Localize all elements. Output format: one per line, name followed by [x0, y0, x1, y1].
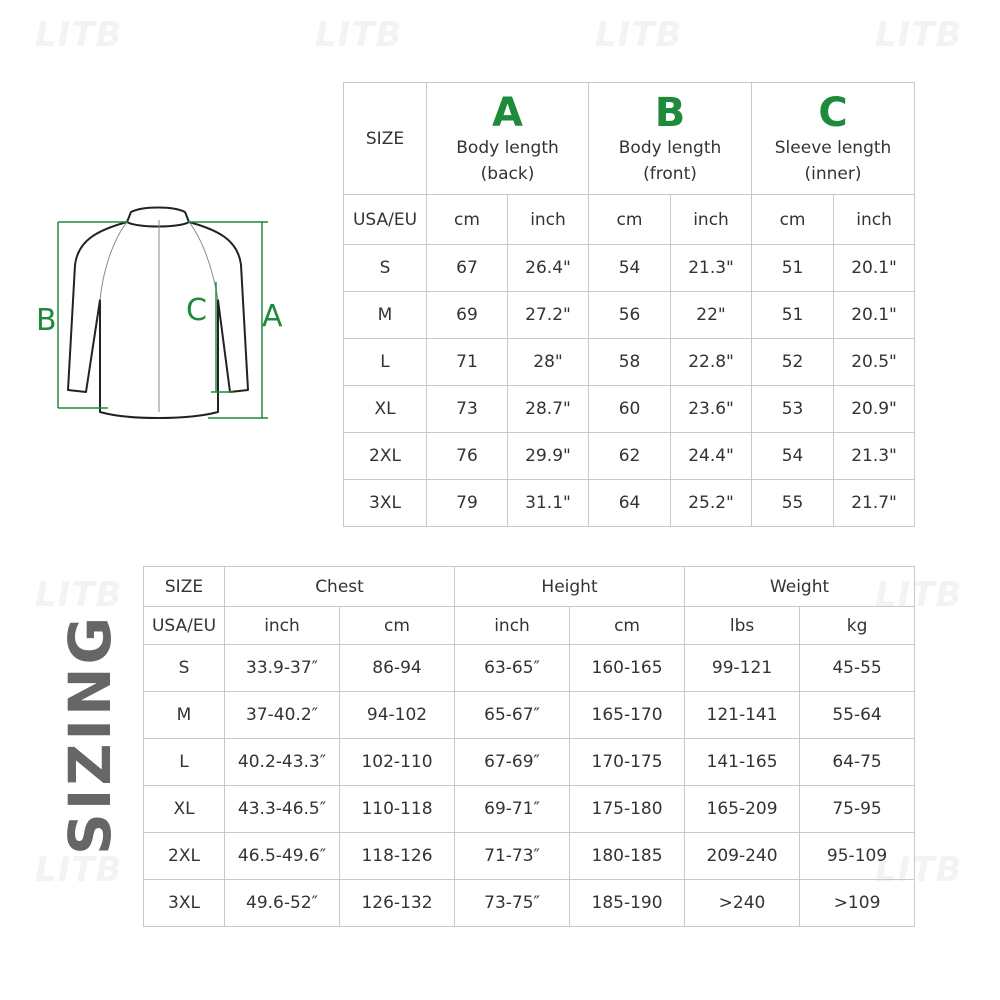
table-cell: 45-55	[800, 645, 915, 692]
table-cell: 102-110	[340, 739, 455, 786]
table-cell: 126-132	[340, 880, 455, 927]
table-cell: 121-141	[685, 692, 800, 739]
garment-measurements-table	[343, 82, 915, 527]
table-cell: 75-95	[800, 786, 915, 833]
size-header: SIZE	[144, 567, 225, 607]
table-cell: 99-121	[685, 645, 800, 692]
table-cell: cm	[570, 607, 685, 645]
watermark: LITB	[875, 850, 963, 890]
table-cell: 2XL	[144, 833, 225, 880]
table-row	[344, 433, 915, 480]
table-cell: 165-170	[570, 692, 685, 739]
table-cell: 21.3"	[671, 245, 752, 292]
table-cell: 53	[752, 386, 834, 433]
table-cell: 31.1"	[508, 480, 589, 527]
table-cell: 76	[427, 433, 508, 480]
table-cell: S	[344, 245, 427, 292]
table-cell: 165-209	[685, 786, 800, 833]
table-cell: 46.5-49.6″	[225, 833, 340, 880]
table-cell: 25.2"	[671, 480, 752, 527]
label-b: B	[36, 303, 57, 338]
table-cell: 55	[752, 480, 834, 527]
watermark: LITB	[315, 15, 403, 55]
table-cell: lbs	[685, 607, 800, 645]
table-row	[344, 245, 915, 292]
table-cell: >109	[800, 880, 915, 927]
table-cell: 52	[752, 339, 834, 386]
table-cell: 51	[752, 292, 834, 339]
table-cell: inch	[455, 607, 570, 645]
table-cell: 20.9"	[834, 386, 915, 433]
table-cell: S	[144, 645, 225, 692]
table-cell: 69	[427, 292, 508, 339]
table-cell: cm	[340, 607, 455, 645]
chest-header: Chest	[225, 567, 455, 607]
watermark: LITB	[35, 850, 123, 890]
table-cell: 2XL	[344, 433, 427, 480]
table-cell: 51	[752, 245, 834, 292]
watermark: LITB	[595, 15, 683, 55]
table-cell: 29.9"	[508, 433, 589, 480]
table-cell: 110-118	[340, 786, 455, 833]
table-cell: XL	[344, 386, 427, 433]
table-cell: 180-185	[570, 833, 685, 880]
table-cell: M	[344, 292, 427, 339]
table-cell: 63-65″	[455, 645, 570, 692]
table-row	[344, 292, 915, 339]
table-cell: inch	[834, 195, 915, 245]
table-cell: 64	[589, 480, 671, 527]
table-cell: M	[144, 692, 225, 739]
table-cell: 71-73″	[455, 833, 570, 880]
table-cell: USA/EU	[344, 195, 427, 245]
table-cell: 27.2"	[508, 292, 589, 339]
table-cell: 73-75″	[455, 880, 570, 927]
label-c: C	[186, 293, 207, 328]
table-cell: 24.4"	[671, 433, 752, 480]
table-cell: 43.3-46.5″	[225, 786, 340, 833]
body-measurements-table	[143, 566, 915, 927]
table-cell: L	[144, 739, 225, 786]
table-cell: 60	[589, 386, 671, 433]
table-row	[344, 480, 915, 527]
table-cell: 28.7"	[508, 386, 589, 433]
watermark: LITB	[875, 15, 963, 55]
table-cell: inch	[671, 195, 752, 245]
table-cell: 20.1"	[834, 292, 915, 339]
label-a: A	[262, 299, 283, 334]
table-cell: 69-71″	[455, 786, 570, 833]
table-cell: 67	[427, 245, 508, 292]
table-cell: 3XL	[144, 880, 225, 927]
table-cell: 58	[589, 339, 671, 386]
table-cell: 86-94	[340, 645, 455, 692]
weight-header: Weight	[685, 567, 915, 607]
table-row	[344, 339, 915, 386]
table-cell: 33.9-37″	[225, 645, 340, 692]
table-cell: 40.2-43.3″	[225, 739, 340, 786]
jersey-outline-icon	[68, 208, 248, 419]
table-cell: inch	[508, 195, 589, 245]
table-row	[144, 692, 915, 739]
table-cell: 79	[427, 480, 508, 527]
table-cell: 54	[589, 245, 671, 292]
table-cell: 49.6-52″	[225, 880, 340, 927]
table-cell: 95-109	[800, 833, 915, 880]
table-cell: 20.5"	[834, 339, 915, 386]
table-cell: 37-40.2″	[225, 692, 340, 739]
table-cell: 21.3"	[834, 433, 915, 480]
table-row	[144, 739, 915, 786]
table-cell: 54	[752, 433, 834, 480]
table-cell: 20.1"	[834, 245, 915, 292]
table-cell: 3XL	[344, 480, 427, 527]
table-cell: 22.8"	[671, 339, 752, 386]
table-cell: L	[344, 339, 427, 386]
table-cell: 209-240	[685, 833, 800, 880]
table-cell: 71	[427, 339, 508, 386]
table-cell: 185-190	[570, 880, 685, 927]
table-cell: inch	[225, 607, 340, 645]
table-cell: 118-126	[340, 833, 455, 880]
table-cell: 73	[427, 386, 508, 433]
table-cell: 94-102	[340, 692, 455, 739]
table-cell: 23.6"	[671, 386, 752, 433]
table-cell: 141-165	[685, 739, 800, 786]
jersey-measurement-diagram	[28, 180, 298, 430]
table-row	[144, 880, 915, 927]
group-header-c: C Sleeve length (inner)	[752, 83, 915, 195]
table-cell: USA/EU	[144, 607, 225, 645]
group-header-a: A Body length (back)	[427, 83, 589, 195]
table-cell: 160-165	[570, 645, 685, 692]
table-row	[344, 386, 915, 433]
table-row	[144, 645, 915, 692]
table-cell: 22"	[671, 292, 752, 339]
table-row	[144, 786, 915, 833]
unit-row	[144, 607, 915, 645]
table-cell: 56	[589, 292, 671, 339]
unit-row	[344, 195, 915, 245]
table-cell: cm	[589, 195, 671, 245]
table-cell: 175-180	[570, 786, 685, 833]
table-cell: 64-75	[800, 739, 915, 786]
table-cell: cm	[752, 195, 834, 245]
height-header: Height	[455, 567, 685, 607]
group-header-b: B Body length (front)	[589, 83, 752, 195]
table-cell: cm	[427, 195, 508, 245]
table-header-row	[344, 83, 915, 195]
table-cell: >240	[685, 880, 800, 927]
table-cell: 65-67″	[455, 692, 570, 739]
table-cell: XL	[144, 786, 225, 833]
table-cell: 21.7"	[834, 480, 915, 527]
watermark: LITB	[35, 15, 123, 55]
table-cell: kg	[800, 607, 915, 645]
table-cell: 26.4"	[508, 245, 589, 292]
table-cell: 55-64	[800, 692, 915, 739]
table-cell: 28"	[508, 339, 589, 386]
watermark: LITB	[875, 575, 963, 615]
table-row	[144, 833, 915, 880]
table-cell: 170-175	[570, 739, 685, 786]
size-header: SIZE	[344, 83, 427, 195]
sizing-title: SIZING	[56, 613, 124, 855]
table-header-row	[144, 567, 915, 607]
table-cell: 67-69″	[455, 739, 570, 786]
watermark: LITB	[35, 575, 123, 615]
table-cell: 62	[589, 433, 671, 480]
